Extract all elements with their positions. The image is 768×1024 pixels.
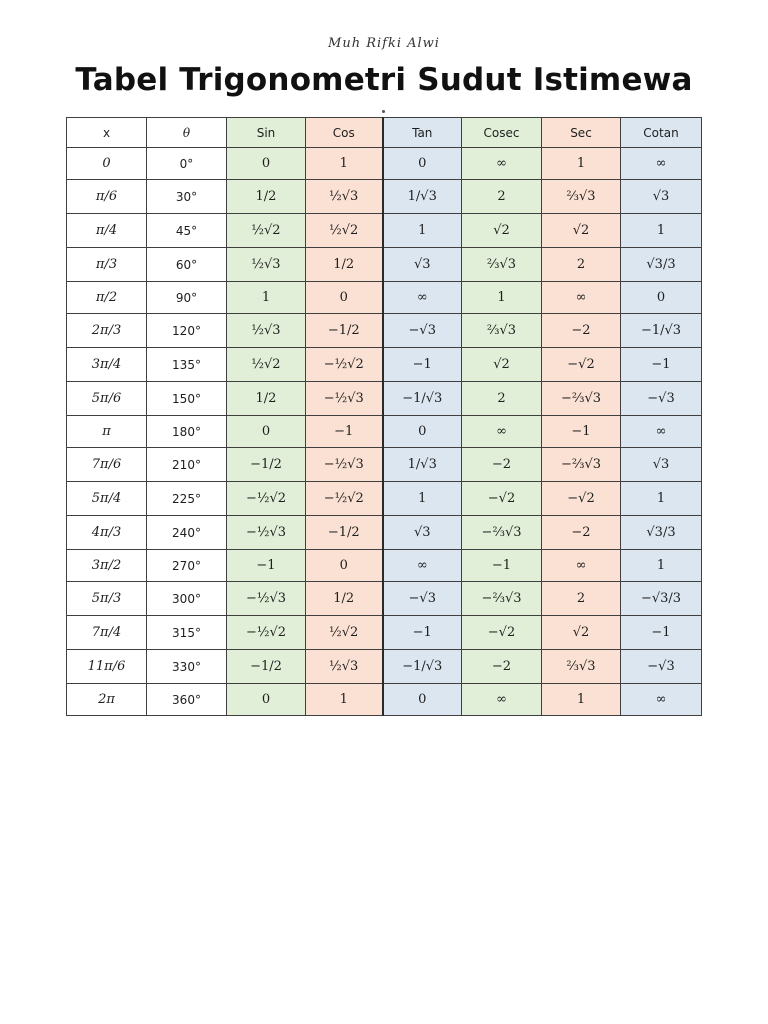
cell-x <box>67 650 147 684</box>
cell-cotan <box>621 650 702 684</box>
cell-tan <box>383 314 462 348</box>
cell-x <box>67 248 147 282</box>
cell-cos-value: 0 <box>339 290 348 305</box>
cell-tan-value: 0 <box>418 692 427 707</box>
cell-sec-value: −2 <box>571 323 591 338</box>
cell-cotan <box>621 516 702 550</box>
cell-cosec-value: −2 <box>491 659 512 674</box>
cell-sec <box>542 214 621 248</box>
cell-sin <box>227 448 306 482</box>
cell-cos <box>306 550 383 582</box>
cell-sec <box>542 550 621 582</box>
cell-sin-value: −1/2 <box>250 457 282 472</box>
cell-sin <box>227 314 306 348</box>
table-row <box>67 314 702 348</box>
cell-sec-value: ⅔√3 <box>566 189 596 204</box>
cell-cosec-value: −⅔√3 <box>481 525 522 540</box>
cell-sec-value: −2 <box>571 525 591 540</box>
cell-cos <box>306 482 383 516</box>
cell-sec-value: √2 <box>572 625 590 640</box>
cell-cosec <box>462 616 542 650</box>
cell-cotan-value: ∞ <box>655 156 667 171</box>
cell-cos <box>306 616 383 650</box>
cell-sec-value: √2 <box>572 223 590 238</box>
cell-cotan-value: 1 <box>656 223 666 238</box>
cell-sec <box>542 180 621 214</box>
cell-cotan <box>621 282 702 314</box>
cell-x <box>67 684 147 716</box>
cell-cosec <box>462 516 542 550</box>
cell-theta: 360° <box>147 684 227 716</box>
cell-sin-value: 1 <box>261 290 271 305</box>
cell-sec-value: ∞ <box>575 558 587 573</box>
cell-theta: 90° <box>147 282 227 314</box>
cell-tan-value: −1/√3 <box>402 659 443 674</box>
cell-sec-value: −⅔√3 <box>560 457 602 472</box>
cell-sin-value: 0 <box>261 156 271 171</box>
cell-sec-value: ∞ <box>575 290 587 305</box>
cell-cosec-value: ⅔√3 <box>486 257 517 272</box>
cell-x <box>67 180 147 214</box>
cell-theta: 30° <box>147 180 227 214</box>
cell-tan <box>383 616 462 650</box>
table-row <box>67 684 702 716</box>
cell-cos <box>306 650 383 684</box>
table-header-row <box>67 118 702 148</box>
cell-sin-value: −1/2 <box>250 659 282 674</box>
cell-cos-value: ½√3 <box>329 659 359 674</box>
table-row <box>67 550 702 582</box>
cell-theta: 120° <box>147 314 227 348</box>
cell-cotan-value: 0 <box>656 290 666 305</box>
author-signature: Muh Rifki Alwi <box>328 36 440 51</box>
cell-cotan-value: ∞ <box>655 424 667 439</box>
cell-theta: 225° <box>147 482 227 516</box>
cell-sin-value: −½√2 <box>245 491 287 506</box>
cell-sec-value: −√2 <box>567 491 595 506</box>
cell-tan <box>383 348 462 382</box>
cell-cosec <box>462 348 542 382</box>
table-row <box>67 248 702 282</box>
cell-cos-value: −1/2 <box>327 323 360 338</box>
table-row <box>67 180 702 214</box>
cell-cos-value: −½√2 <box>323 491 364 506</box>
cell-cosec-value: −√2 <box>487 625 516 640</box>
cell-sec <box>542 582 621 616</box>
cell-cosec <box>462 382 542 416</box>
cell-sin <box>227 382 306 416</box>
cell-sec-value: −√2 <box>567 357 595 372</box>
cell-cotan-value: ∞ <box>655 692 667 707</box>
cell-tan <box>383 448 462 482</box>
cell-cos-value: −½√3 <box>323 391 364 406</box>
cell-sin <box>227 516 306 550</box>
cell-sec <box>542 616 621 650</box>
cell-sin <box>227 550 306 582</box>
cell-cos <box>306 148 383 180</box>
cell-cotan <box>621 348 702 382</box>
cell-sec <box>542 516 621 550</box>
cell-cosec-value: 2 <box>497 391 506 406</box>
cell-cos-value: −1 <box>334 424 354 439</box>
cell-cosec-value: √2 <box>493 223 510 238</box>
cell-sec <box>542 314 621 348</box>
trig-table-body <box>67 148 702 716</box>
cell-cotan <box>621 550 702 582</box>
cell-cos <box>306 314 383 348</box>
cell-cosec <box>462 550 542 582</box>
cell-cos-value: 1/2 <box>333 591 355 606</box>
cell-cosec-value: ∞ <box>496 692 507 707</box>
cell-x-value: π/2 <box>95 290 118 305</box>
cell-sin-value: −1 <box>256 558 276 573</box>
cell-tan-value: −√3 <box>408 591 436 606</box>
cell-cotan-value: √3/3 <box>646 525 676 540</box>
cell-tan-value: 1/√3 <box>407 189 437 204</box>
cell-theta: 330° <box>147 650 227 684</box>
cell-x <box>67 314 147 348</box>
cell-x-value: 7π/4 <box>91 625 122 640</box>
cell-tan <box>383 550 462 582</box>
table-row <box>67 650 702 684</box>
cell-cosec <box>462 214 542 248</box>
cell-cotan <box>621 684 702 716</box>
cell-cotan <box>621 148 702 180</box>
cell-cotan-value: −√3/3 <box>640 591 682 606</box>
table-row <box>67 616 702 650</box>
cell-x <box>67 214 147 248</box>
decorative-dot <box>382 110 385 113</box>
table-row <box>67 148 702 180</box>
cell-x <box>67 282 147 314</box>
cell-tan-value: −1/√3 <box>402 391 443 406</box>
cell-cosec-value: √2 <box>493 357 510 372</box>
cell-sin <box>227 416 306 448</box>
cell-cosec <box>462 650 542 684</box>
cell-cotan <box>621 448 702 482</box>
cell-cos <box>306 214 383 248</box>
cell-cotan <box>621 582 702 616</box>
cell-sin <box>227 684 306 716</box>
cell-cotan-value: −1/√3 <box>640 323 682 338</box>
cell-cos-value: −½√3 <box>323 457 364 472</box>
cell-cos <box>306 382 383 416</box>
cell-sin-value: −½√3 <box>245 591 287 606</box>
cell-sin-value: ½√3 <box>251 323 281 338</box>
cell-cos <box>306 582 383 616</box>
cell-cos-value: −1/2 <box>327 525 360 540</box>
cell-sin <box>227 482 306 516</box>
cell-sin <box>227 282 306 314</box>
cell-tan <box>383 248 462 282</box>
cell-sin <box>227 148 306 180</box>
cell-cosec-value: ∞ <box>496 156 507 171</box>
cell-cos-value: 1/2 <box>333 257 355 272</box>
cell-x <box>67 516 147 550</box>
cell-x-value: 11π/6 <box>87 659 126 674</box>
cell-sec <box>542 684 621 716</box>
cell-sec <box>542 382 621 416</box>
cell-x-value: 5π/6 <box>91 391 122 406</box>
cell-sin <box>227 248 306 282</box>
cell-cosec <box>462 248 542 282</box>
cell-cos-value: 1 <box>339 156 348 171</box>
cell-cotan <box>621 482 702 516</box>
cell-sec <box>542 282 621 314</box>
cell-sin <box>227 214 306 248</box>
cell-theta: 300° <box>147 582 227 616</box>
cell-tan-value: −1 <box>412 625 432 640</box>
cell-x <box>67 382 147 416</box>
cell-sec <box>542 416 621 448</box>
cell-tan <box>383 180 462 214</box>
header-cotan: Cotan <box>621 118 702 148</box>
page-title: Tabel Trigonometri Sudut Istimewa <box>75 62 693 98</box>
header-tan: Tan <box>383 118 462 148</box>
cell-cosec-value: −2 <box>491 457 512 472</box>
cell-sec-value: 2 <box>576 257 586 272</box>
table-row <box>67 516 702 550</box>
cell-sec-value: −⅔√3 <box>560 391 602 406</box>
cell-sin-value: −½√3 <box>245 525 287 540</box>
cell-x-value: π <box>102 424 111 439</box>
cell-x-value: π/6 <box>95 189 118 204</box>
trig-table-container <box>66 117 701 716</box>
cell-x-value: π/4 <box>95 223 118 238</box>
cell-cosec-value: 1 <box>497 290 506 305</box>
cell-cotan <box>621 314 702 348</box>
cell-cosec <box>462 482 542 516</box>
cell-x-value: 0 <box>102 156 111 171</box>
cell-cosec <box>462 148 542 180</box>
header-cosec: Cosec <box>462 118 542 148</box>
cell-x <box>67 348 147 382</box>
cell-tan-value: 1 <box>418 223 427 238</box>
cell-x-value: 2π/3 <box>91 323 122 338</box>
cell-sin-value: 1/2 <box>255 189 277 204</box>
cell-cotan <box>621 248 702 282</box>
cell-cosec-value: −1 <box>491 558 512 573</box>
cell-sin-value: 1/2 <box>255 391 277 406</box>
cell-sec-value: −1 <box>571 424 591 439</box>
cell-cosec <box>462 314 542 348</box>
cell-cotan-value: √3 <box>652 457 670 472</box>
cell-theta: 135° <box>147 348 227 382</box>
cell-x <box>67 148 147 180</box>
cell-tan-value: √3 <box>413 525 431 540</box>
cell-x <box>67 582 147 616</box>
cell-x-value: 4π/3 <box>91 525 122 540</box>
cell-sin-value: −½√2 <box>245 625 287 640</box>
table-row <box>67 214 702 248</box>
cell-sec-value: ⅔√3 <box>566 659 596 674</box>
cell-sin <box>227 616 306 650</box>
table-row <box>67 582 702 616</box>
cell-cotan-value: −√3 <box>647 391 675 406</box>
header-sec: Sec <box>542 118 621 148</box>
cell-cos-value: ½√2 <box>329 223 359 238</box>
cell-cos <box>306 516 383 550</box>
cell-cotan-value: 1 <box>656 491 666 506</box>
cell-cos <box>306 416 383 448</box>
cell-x-value: 5π/4 <box>91 491 122 506</box>
cell-tan-value: 1 <box>418 491 427 506</box>
table-row <box>67 448 702 482</box>
cell-cotan <box>621 382 702 416</box>
cell-cosec <box>462 180 542 214</box>
cell-tan <box>383 148 462 180</box>
cell-tan <box>383 214 462 248</box>
cell-x-value: π/3 <box>95 257 118 272</box>
cell-cotan-value: −1 <box>651 357 671 372</box>
cell-theta: 210° <box>147 448 227 482</box>
cell-x-value: 3π/4 <box>91 357 122 372</box>
cell-tan <box>383 282 462 314</box>
header-theta: θ <box>147 118 227 148</box>
cell-cosec <box>462 448 542 482</box>
cell-tan-value: −1 <box>412 357 432 372</box>
trig-table <box>66 117 702 716</box>
cell-theta: 270° <box>147 550 227 582</box>
cell-x-value: 2π <box>98 692 115 707</box>
cell-sec-value: 1 <box>576 692 586 707</box>
cell-sin-value: ½√3 <box>251 257 281 272</box>
cell-sec <box>542 248 621 282</box>
cell-theta: 60° <box>147 248 227 282</box>
cell-tan-value: 1/√3 <box>407 457 437 472</box>
cell-cos <box>306 248 383 282</box>
cell-theta: 150° <box>147 382 227 416</box>
cell-cosec <box>462 684 542 716</box>
cell-sec <box>542 348 621 382</box>
cell-cosec <box>462 582 542 616</box>
cell-tan-value: 0 <box>418 424 427 439</box>
cell-x <box>67 482 147 516</box>
cell-sin <box>227 348 306 382</box>
cell-cosec <box>462 282 542 314</box>
cell-cotan-value: √3 <box>652 189 670 204</box>
cell-theta: 240° <box>147 516 227 550</box>
cell-x <box>67 616 147 650</box>
cell-cotan <box>621 416 702 448</box>
cell-tan <box>383 516 462 550</box>
cell-theta: 45° <box>147 214 227 248</box>
header-sin: Sin <box>227 118 306 148</box>
cell-cosec <box>462 416 542 448</box>
cell-cos <box>306 448 383 482</box>
cell-cos-value: −½√2 <box>323 357 364 372</box>
cell-x <box>67 550 147 582</box>
cell-sec-value: 1 <box>576 156 586 171</box>
cell-sin <box>227 582 306 616</box>
cell-cotan <box>621 214 702 248</box>
cell-tan-value: √3 <box>413 257 431 272</box>
table-row <box>67 416 702 448</box>
table-row <box>67 382 702 416</box>
cell-cotan-value: 1 <box>656 558 666 573</box>
cell-sin <box>227 180 306 214</box>
cell-cotan-value: √3/3 <box>646 257 676 272</box>
cell-theta: 315° <box>147 616 227 650</box>
cell-cosec-value: 2 <box>497 189 506 204</box>
cell-tan <box>383 582 462 616</box>
cell-cosec-value: ⅔√3 <box>486 323 517 338</box>
cell-sin-value: 0 <box>261 692 271 707</box>
cell-tan-value: ∞ <box>416 290 428 305</box>
cell-cos-value: ½√2 <box>329 625 359 640</box>
cell-x-value: 5π/3 <box>91 591 122 606</box>
cell-theta: 180° <box>147 416 227 448</box>
cell-cosec-value: −√2 <box>487 491 516 506</box>
cell-cos <box>306 180 383 214</box>
cell-sin-value: 0 <box>261 424 271 439</box>
cell-sec <box>542 482 621 516</box>
cell-cotan-value: −√3 <box>647 659 675 674</box>
cell-cotan-value: −1 <box>651 625 671 640</box>
cell-sec-value: 2 <box>576 591 586 606</box>
cell-cos-value: 1 <box>339 692 348 707</box>
cell-tan <box>383 650 462 684</box>
cell-sec <box>542 448 621 482</box>
cell-cos-value: 0 <box>339 558 348 573</box>
cell-x <box>67 448 147 482</box>
table-row <box>67 348 702 382</box>
cell-sec <box>542 650 621 684</box>
cell-tan <box>383 416 462 448</box>
cell-x <box>67 416 147 448</box>
cell-tan <box>383 684 462 716</box>
cell-tan <box>383 482 462 516</box>
cell-x-value: 3π/2 <box>91 558 122 573</box>
cell-cosec-value: ∞ <box>496 424 507 439</box>
cell-sec <box>542 148 621 180</box>
cell-theta: 0° <box>147 148 227 180</box>
cell-cosec-value: −⅔√3 <box>481 591 522 606</box>
header-x: x <box>67 118 147 148</box>
cell-cos <box>306 348 383 382</box>
table-row <box>67 282 702 314</box>
cell-tan-value: ∞ <box>416 558 428 573</box>
cell-x-value: 7π/6 <box>91 457 122 472</box>
cell-tan <box>383 382 462 416</box>
cell-cos-value: ½√3 <box>329 189 359 204</box>
table-row <box>67 482 702 516</box>
cell-cotan <box>621 180 702 214</box>
cell-cos <box>306 282 383 314</box>
cell-sin-value: ½√2 <box>251 223 281 238</box>
cell-tan-value: −√3 <box>408 323 436 338</box>
cell-sin-value: ½√2 <box>251 357 281 372</box>
cell-sin <box>227 650 306 684</box>
cell-cos <box>306 684 383 716</box>
header-cos: Cos <box>306 118 383 148</box>
cell-tan-value: 0 <box>418 156 427 171</box>
cell-cotan <box>621 616 702 650</box>
